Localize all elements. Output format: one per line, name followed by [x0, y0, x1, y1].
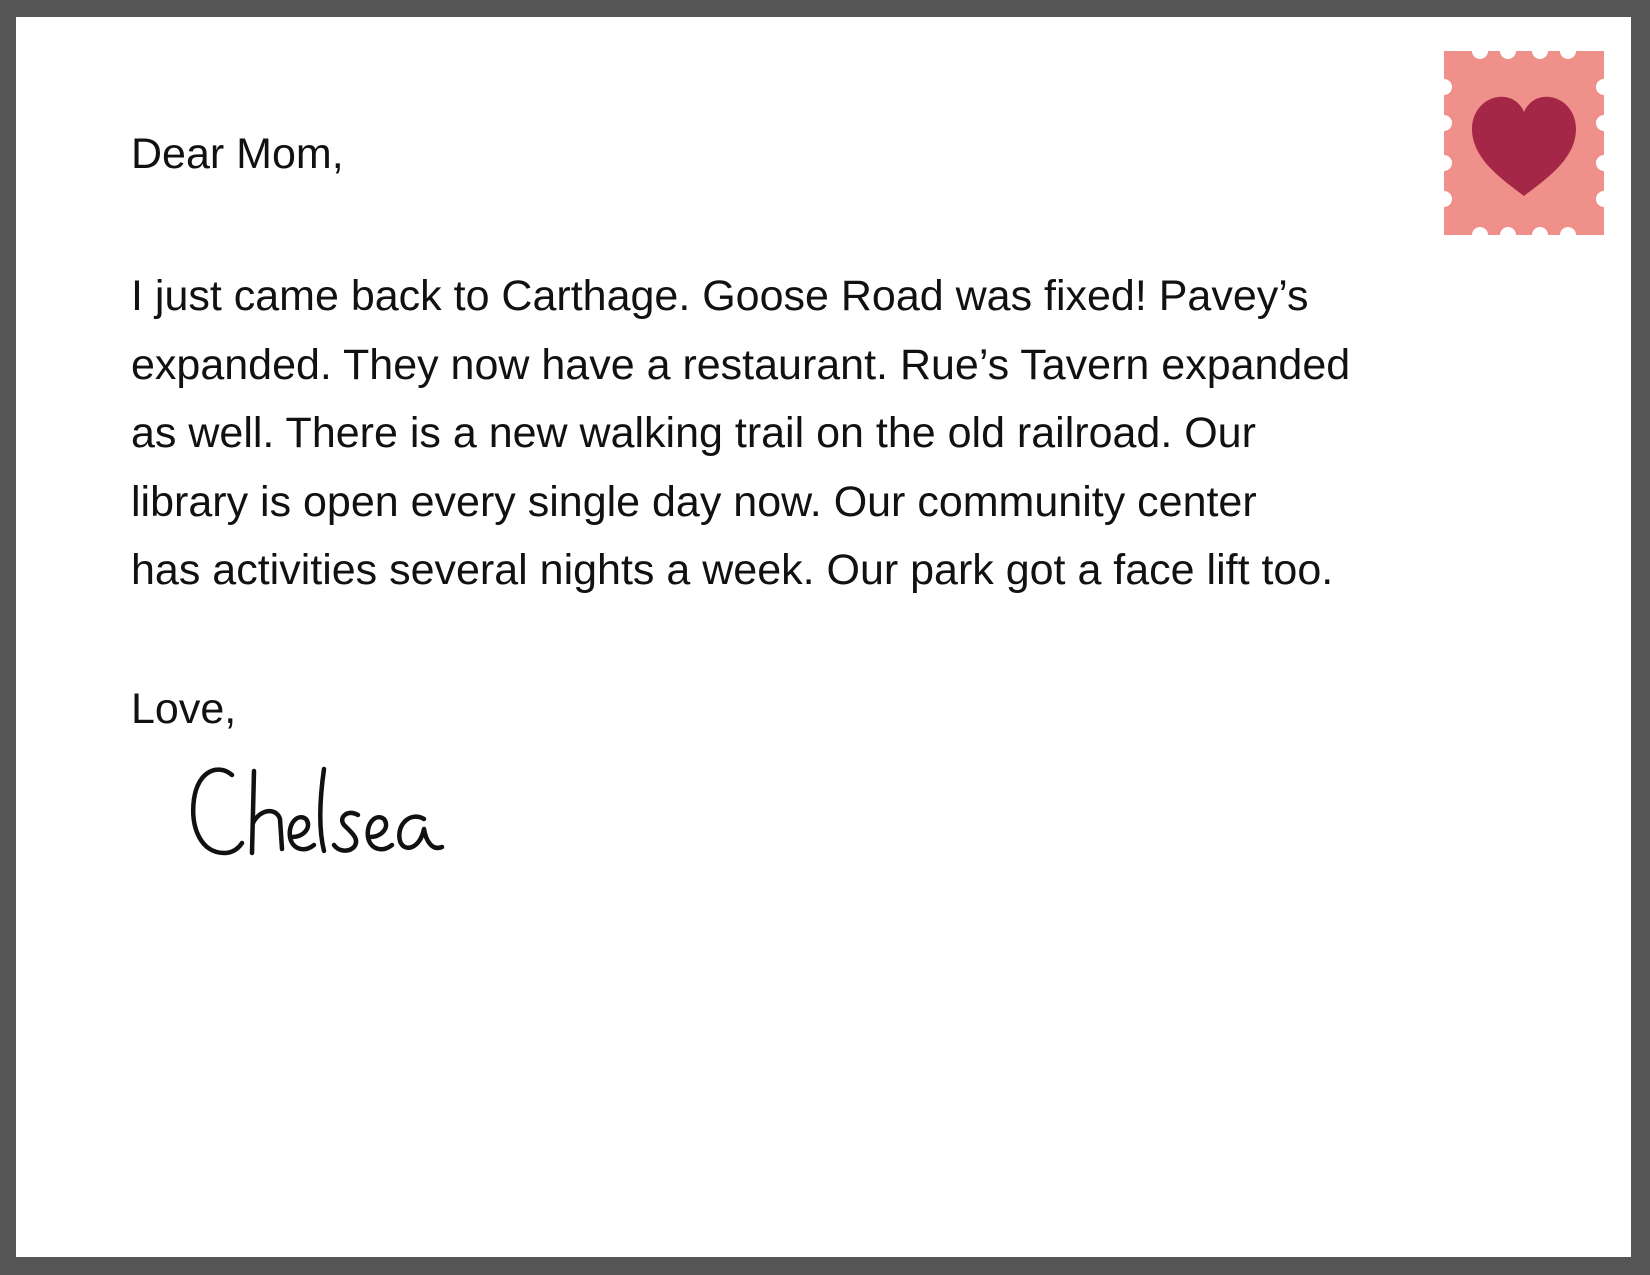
body-line: as well. There is a new walking trail on the old railroad. Our [131, 409, 1256, 457]
body-line: expanded. They now have a restaurant. Rue’s Tavern expanded [131, 340, 1351, 389]
body-line: I just came back to Carthage. Goose Road was fixed! Pavey’s [131, 272, 1309, 320]
closing: Love, [131, 685, 237, 733]
letter-body [131, 262, 1551, 605]
greeting: Dear Mom, [131, 130, 344, 178]
signature [188, 757, 488, 872]
postcard [16, 17, 1631, 1257]
body-line: has activities several nights a week. Our park got a face lift too. [131, 546, 1334, 594]
body-line: library is open every single day now. Our community center [131, 477, 1257, 526]
postage-stamp [1444, 51, 1604, 235]
